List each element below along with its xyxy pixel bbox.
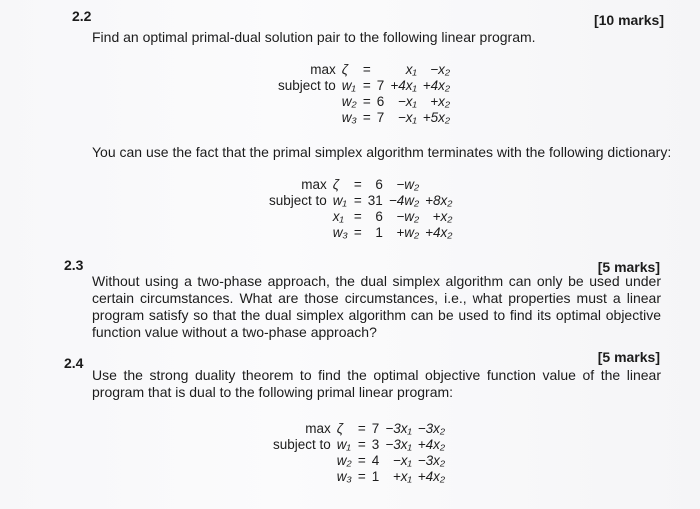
lp-row-variable: w₂ <box>341 94 357 109</box>
lp-row-variable: w₃ <box>332 225 348 240</box>
prompt-2-2: Find an optimal primal-dual solution pair to the following linear program. <box>92 29 536 45</box>
lp-row-term-2: +8x₂ <box>425 193 453 208</box>
lp-row-equals: = <box>357 453 366 468</box>
marks-2-4: [5 marks] <box>597 349 660 365</box>
marks-2-2: [10 marks] <box>593 12 664 28</box>
lp-row-equals: = <box>362 110 371 125</box>
lp-row-label <box>266 209 330 225</box>
lp-row-term-2: +4x₂ <box>417 437 446 452</box>
lp-row-label: subject to <box>273 437 331 452</box>
lp-row <box>275 94 453 110</box>
lp-row-equals: = <box>357 437 366 452</box>
lp-row-label <box>266 225 330 241</box>
lp-row-equals: = <box>357 469 366 484</box>
lp-row-label: subject to <box>269 193 327 208</box>
lp-row-label <box>270 469 334 485</box>
lp-row-term-2: −3x₂ <box>417 453 446 468</box>
lp-row-variable: ζ <box>336 421 344 436</box>
lp-row-variable: ζ <box>341 62 349 77</box>
lp-row-term-2: +x₂ <box>430 94 451 109</box>
lp-row-constant: 4 <box>371 453 380 468</box>
lp-row-constant <box>374 62 388 78</box>
lp-row-term-2: +x₂ <box>432 209 453 224</box>
lp-row-constant: 7 <box>376 110 385 125</box>
lp-row-equals: = <box>353 177 362 192</box>
lp-row-term-1: +w₂ <box>396 225 420 240</box>
marks-2-3: [5 marks] <box>597 259 660 275</box>
lp-row-term-1: +4x₁ <box>390 78 417 93</box>
lp-row-term-1: −x₁ <box>392 453 412 468</box>
text-2-3: Without using a two-phase approach, the dual simplex algorithm can only be used under certain circumstances. What are those circumstances, i.e., what properties must a linear program satisfy so that the dual simplex algorithm can be used to find its optimal objective function value without a two-phase approach? <box>92 273 661 340</box>
lp-row <box>270 469 448 485</box>
lp-row-equals: = <box>353 225 362 240</box>
lp-row-variable: w₃ <box>336 469 352 484</box>
lp-row-constant: 6 <box>375 209 383 224</box>
lp-row-label <box>275 94 339 110</box>
lp-row-term-1: −4w₂ <box>388 193 420 208</box>
lp-row <box>275 62 453 78</box>
lp-row-term-1: −3x₁ <box>385 437 412 452</box>
lp-row-term-1: −w₂ <box>396 209 420 224</box>
lp-row-constant: 31 <box>367 193 383 208</box>
lp-row-term-1: −x₁ <box>397 94 417 109</box>
lp-row-label: max <box>305 421 331 436</box>
lp-row-label: max <box>301 177 327 192</box>
lp-row-equals: = <box>362 94 371 109</box>
lp-row-label <box>275 110 339 126</box>
lp-row-equals: = <box>353 193 362 208</box>
question-number-2-4: 2.4 <box>64 355 84 371</box>
lp-row-term-2: +5x₂ <box>422 110 451 125</box>
lp-row <box>275 78 453 94</box>
question-number-2-3: 2.3 <box>64 257 84 273</box>
lp-row-term-1: x₁ <box>405 62 417 77</box>
lp-row <box>270 421 448 437</box>
lp-row-equals: = <box>362 62 371 77</box>
lp-row <box>266 225 455 241</box>
hint-2-2: You can use the fact that the primal simplex algorithm terminates with the following dictionary: <box>92 144 672 160</box>
lp-row-constant: 6 <box>376 94 385 109</box>
lp-row-term-2: +4x₂ <box>425 225 453 240</box>
lp-row-variable: ζ <box>332 177 340 192</box>
lp-row-label: subject to <box>278 78 336 93</box>
lp-row <box>275 110 453 126</box>
lp-row-term-1: +x₁ <box>392 469 412 484</box>
lp-2-2 <box>275 62 453 126</box>
text-2-4: Use the strong duality theorem to find the optimal objective function value of the linear program that is dual to the following primal linear program: <box>92 367 661 400</box>
lp-row-variable: w₁ <box>332 193 347 208</box>
lp-row-constant: 1 <box>375 225 383 240</box>
lp-row-label <box>270 453 334 469</box>
lp-row <box>270 437 448 453</box>
lp-row-term-2: −x₂ <box>430 62 451 77</box>
lp-row-term-1: −w₂ <box>396 177 420 192</box>
lp-row-equals: = <box>353 209 362 224</box>
lp-row <box>266 177 455 193</box>
lp-row-constant: 3 <box>371 437 380 452</box>
lp-row-constant: 7 <box>376 78 385 93</box>
lp-row <box>266 193 455 209</box>
lp-row-term-2: +4x₂ <box>417 469 446 484</box>
lp-row-term-1: −x₁ <box>397 110 417 125</box>
lp-2-4 <box>270 421 448 485</box>
lp-row-constant: 7 <box>371 421 380 436</box>
lp-row <box>266 209 455 225</box>
lp-row <box>270 453 448 469</box>
lp-row-term-2 <box>422 177 455 193</box>
dictionary-2-2 <box>266 177 455 241</box>
lp-row-term-2: −3x₂ <box>417 421 446 436</box>
lp-row-constant: 1 <box>371 469 380 484</box>
lp-row-term-1: −3x₁ <box>385 421 412 436</box>
lp-row-constant: 6 <box>375 177 383 192</box>
lp-row-equals: = <box>357 421 366 436</box>
lp-row-equals: = <box>362 78 371 93</box>
question-number-2-2: 2.2 <box>72 8 92 24</box>
lp-row-label: max <box>310 62 336 77</box>
lp-row-variable: w₁ <box>336 437 351 452</box>
lp-row-variable: w₃ <box>341 110 357 125</box>
lp-row-term-2: +4x₂ <box>422 78 451 93</box>
lp-row-variable: x₁ <box>332 209 344 224</box>
lp-row-variable: w₂ <box>336 453 352 468</box>
lp-row-variable: w₁ <box>341 78 356 93</box>
